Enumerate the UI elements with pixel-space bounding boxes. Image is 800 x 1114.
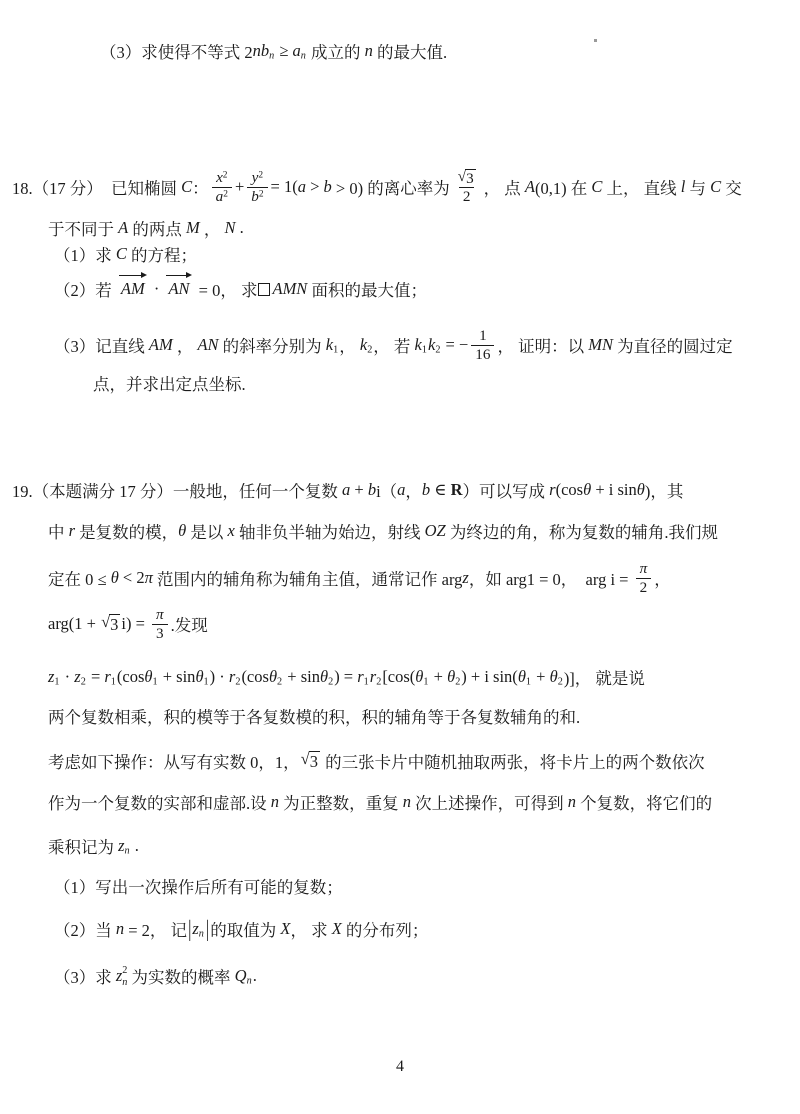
q18-statement-line1: 18.（17 分） 已知椭圆 C ： $\frac{x2}{a2}$ + $\frac{y2}{b2}$ = 1( a > b > 0) 的离心率为 √ 3 2 ， 点 A (0,1) 在 C 上， 直线 l 与 C 交	[12, 168, 742, 206]
q19-statement-line3: 定在 0 ≤ θ < 2 π 范围内的辅角称为辅角主值，通常记作 arg z ，如 arg1 = 0， arg i = $\frac{\pi}{2}$ ，	[48, 560, 671, 596]
missing-glyph-box	[258, 283, 270, 296]
q19-statement-line7: 考虑如下操作：从写有实数 0，1， √ 3 的三张卡片中随机抽取两张，将卡片上的两个数依次	[48, 749, 705, 772]
q19-statement-line8: 作为一个复数的实部和虚部.设 n 为正整数，重复 n 次上述操作，可得到 n 个复数，将它们的	[48, 792, 713, 813]
q19-item2-line: （2）当 n = 2， 记 | z n | 的取值为 X ， 求 X 的分布列；	[54, 915, 429, 942]
q18-item1-line: （1）求 C 的方程；	[54, 244, 198, 265]
fraction: $\frac{x2}{a2}$	[212, 169, 232, 205]
fraction: $\frac{\pi}{3}$	[152, 606, 168, 642]
radical: √ 3	[457, 168, 474, 188]
q18-item3-line1: （3）记直线 AM ， AN 的斜率分别为 k 1 ， k 2 ， 若 k 1 k 2 = − $\frac{1}{16}$ ， 证明：以 MN 为直径的圆过定	[54, 327, 733, 363]
radical: √ 3	[300, 749, 318, 772]
scan-artifact-dot	[594, 39, 597, 42]
q19-item1-line: （1）写出一次操作后所有可能的复数；	[54, 878, 343, 897]
q19-statement-line1: 19.（本题满分 17 分）一般地，任何一个复数 a + b i（ a ， b ∈ R ）可以写成 r (cos θ + i sin θ )，其	[12, 480, 684, 501]
sub-sup-stack: z 2 n	[115, 965, 128, 988]
q17-part3-line: （3）求使得不等式 2 nb n ≥ a n 成立的 n 的最大值.	[100, 41, 448, 62]
q19-statement-line9: 乘积记为 z n .	[48, 836, 139, 857]
q19-statement-line4: arg(1 + √ 3 i) = $\frac{\pi}{3}$ .发现	[48, 606, 208, 642]
q19-formula-line: z 1 · z 2 = r 1 (cos θ 1 + sin θ 1 ) · r 2 (cos θ 2 + sin θ 2 ) = r 1 r 2 [cos( θ 1 + θ 2 ) + i sin( θ 1 + θ 2 )]， 就是说	[48, 667, 645, 688]
vector-overline-arrow: AN	[168, 279, 190, 298]
q18-item2-line: （2）若 AM · AN = 0， 求 AMN 面积的最大值；	[54, 279, 427, 300]
radical: √ 3	[101, 612, 119, 635]
q19-statement-line2: 中 r 是复数的模， θ 是以 x 轴非负半轴为始边，射线 OZ 为终边的角，称为复数的辅角.我们规	[48, 521, 718, 542]
page-number: 4	[396, 1058, 404, 1075]
q19-item3-line: （3）求 z 2 n 为实数的概率 Q n .	[54, 965, 257, 988]
q19-statement-line6: 两个复数相乘，积的模等于各复数模的积，积的辅角等于各复数辅角的和.	[48, 708, 581, 727]
fraction: √ 3 2	[457, 168, 474, 206]
fraction: $\frac{\pi}{2}$	[636, 560, 652, 596]
fraction: $\frac{1}{16}$	[471, 327, 494, 363]
fraction: $\frac{y2}{b2}$	[247, 169, 267, 205]
q18-item3-line2: 点，并求出定点坐标.	[93, 375, 246, 394]
q18-statement-line2: 于不同于 A 的两点 M ， N .	[48, 218, 244, 239]
vector-overline-arrow: AM	[120, 279, 145, 298]
